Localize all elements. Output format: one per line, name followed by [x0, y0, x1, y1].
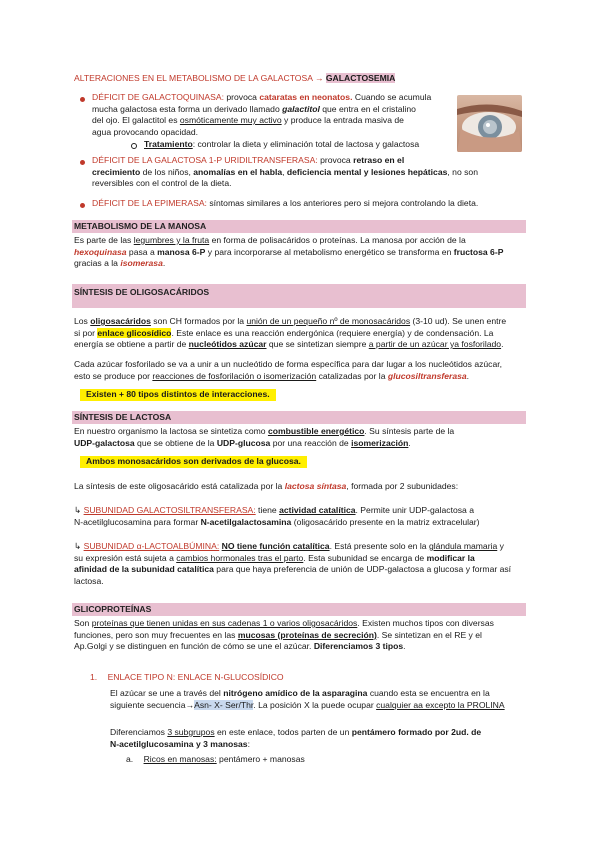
- eye-cataract-image: [457, 95, 522, 152]
- return-arrow-icon: ↳: [74, 505, 82, 515]
- glicoproteinas-paragraph: Son proteínas que tienen unidas en sus cadenas 1 o varios oligosacáridos. Existen muchos tipos con diversas funciones, pero son muy frecuentes en las mucosas (proteínas de secreción). Se sintetizan en el RE y el Ap.Golgi y se distinguen en función de cómo se une el azúcar. Diferenciamos 3 tipos.: [74, 618, 494, 652]
- oligosacaridos-paragraph-1: Los oligosacáridos son CH formados por la unión de un pequeño nº de monosacáridos (3-10 ud). Se unen entre si por enlace glicosídico. Este enlace es una reacción endergónica (requiere energía) y de condensación. La energía se obtiene a partir de nucleótidos azúcar que se sintetizan siempre a partir de un azúcar ya fosforilado.: [74, 316, 507, 350]
- oligosacaridos-heading: SÍNTESIS DE OLIGOSACÁRIDOS: [74, 287, 210, 297]
- enlace-tipo-n-paragraph-2: Diferenciamos 3 subgrupos en este enlace, todos parten de un pentámero formado por 2ud. de N-acetilglucosamina y 3 manosas:: [110, 727, 482, 749]
- oligosacaridos-paragraph-2: Cada azúcar fosforilado se va a unir a un nucleótido de forma específica para dar lugar a los nucleótidos azúcar, esto se produce por reacciones de fosforilación o isomerización catalizadas por la glucosiltransferasa.: [74, 359, 503, 381]
- glicoproteinas-heading: GLICOPROTEÍNAS: [74, 604, 152, 614]
- interacciones-note: Existen + 80 tipos distintos de interacciones.: [80, 389, 276, 401]
- uridiltransferasa-item: DÉFICIT DE LA GALACTOSA 1-P URIDILTRANSFERASA: provoca retraso en el crecimiento de los niños, anomalías en el habla, deficiencia mental y lesiones hepáticas, no son reversibles con el control de la dieta.: [92, 155, 478, 189]
- enlace-tipo-n-heading: 1. ENLACE TIPO N: ENLACE N-GLUCOSÍDICO: [90, 672, 284, 682]
- lactosa-paragraph-2: La síntesis de este oligosacárido está catalizada por la lactosa síntasa, formada por 2 subunidades:: [74, 481, 459, 491]
- lactosa-paragraph-1: En nuestro organismo la lactosa se sintetiza como combustible energético. Su síntesis parte de la UDP-galactosa que se obtiene de la UDP-glucosa por una reacción de isomerización.: [74, 426, 455, 448]
- bullet-icon: [80, 97, 85, 102]
- lactosa-heading: SÍNTESIS DE LACTOSA: [74, 412, 172, 422]
- enlace-tipo-n-paragraph-1: El azúcar se une a través del nitrógeno amídico de la asparagina cuando esta se encuentra en la siguiente secuencia→Asn- X- Ser/Thr. La posición X la puede ocupar cualquier aa excepto la PROLINA: [110, 688, 505, 710]
- sub-bullet-icon: [131, 143, 137, 149]
- epimerasa-item: DÉFICIT DE LA EPIMERASA: síntomas similares a los anteriores pero si mejora controlando la dieta.: [92, 198, 479, 208]
- galactoquinasa-item: DÉFICIT DE GALACTOQUINASA: provoca cataratas en neonatos. Cuando se acumula mucha galactosa esta forma un derivado llamado galactitol que entra en el cristalino del ojo. El galactitol es osmóticamente muy activo y produce la entrada masiva de agua provocando opacidad.: [92, 92, 432, 137]
- title-highlight: GALACTOSEMIA: [325, 73, 396, 83]
- bullet-icon: [80, 203, 85, 208]
- galactosiltransferasa-subunit: ↳ SUBUNIDAD GALACTOSILTRANSFERASA: tiene actividad catalítica. Permite unir UDP-galactosa a N-acetilglucosamina para formar N-acetilgalactosamina (oligosacárido presente en la matriz extracelular): [74, 505, 480, 527]
- monosacaridos-note: Ambos monosacáridos son derivados de la glucosa.: [80, 456, 307, 468]
- eye-icon: [457, 95, 522, 152]
- ricos-en-manosas-item: a. Ricos en manosas: pentámero + manosas: [126, 754, 305, 764]
- return-arrow-icon: ↳: [74, 541, 82, 551]
- lactoalbumina-subunit: ↳ SUBUNIDAD α-LACTOALBÚMINA: NO tiene función catalítica. Está presente solo en la glándula mamaria y su expresión está sujeta a cambios hormonales tras el parto. Esta subunidad se encarga de modificar la afinidad de la subunidad catalítica para que haya preferencia de unión de UDP-galactosa a glucosa y formar así lactosa.: [74, 541, 512, 586]
- manosa-paragraph: Es parte de las legumbres y la fruta en forma de polisacáridos o proteínas. La manosa por acción de la hexoquinasa pasa a manosa 6-P y para incorporarse al metabolismo energético se transforma en fructosa 6-P gracias a la isomerasa.: [74, 235, 504, 269]
- bullet-icon: [80, 160, 85, 165]
- page-title: ALTERACIONES EN EL METABOLISMO DE LA GALACTOSA → GALACTOSEMIA: [74, 73, 396, 83]
- manosa-heading: METABOLISMO DE LA MANOSA: [74, 221, 207, 231]
- tratamiento-line: Tratamiento: controlar la dieta y eliminación total de lactosa y galactosa: [144, 139, 420, 149]
